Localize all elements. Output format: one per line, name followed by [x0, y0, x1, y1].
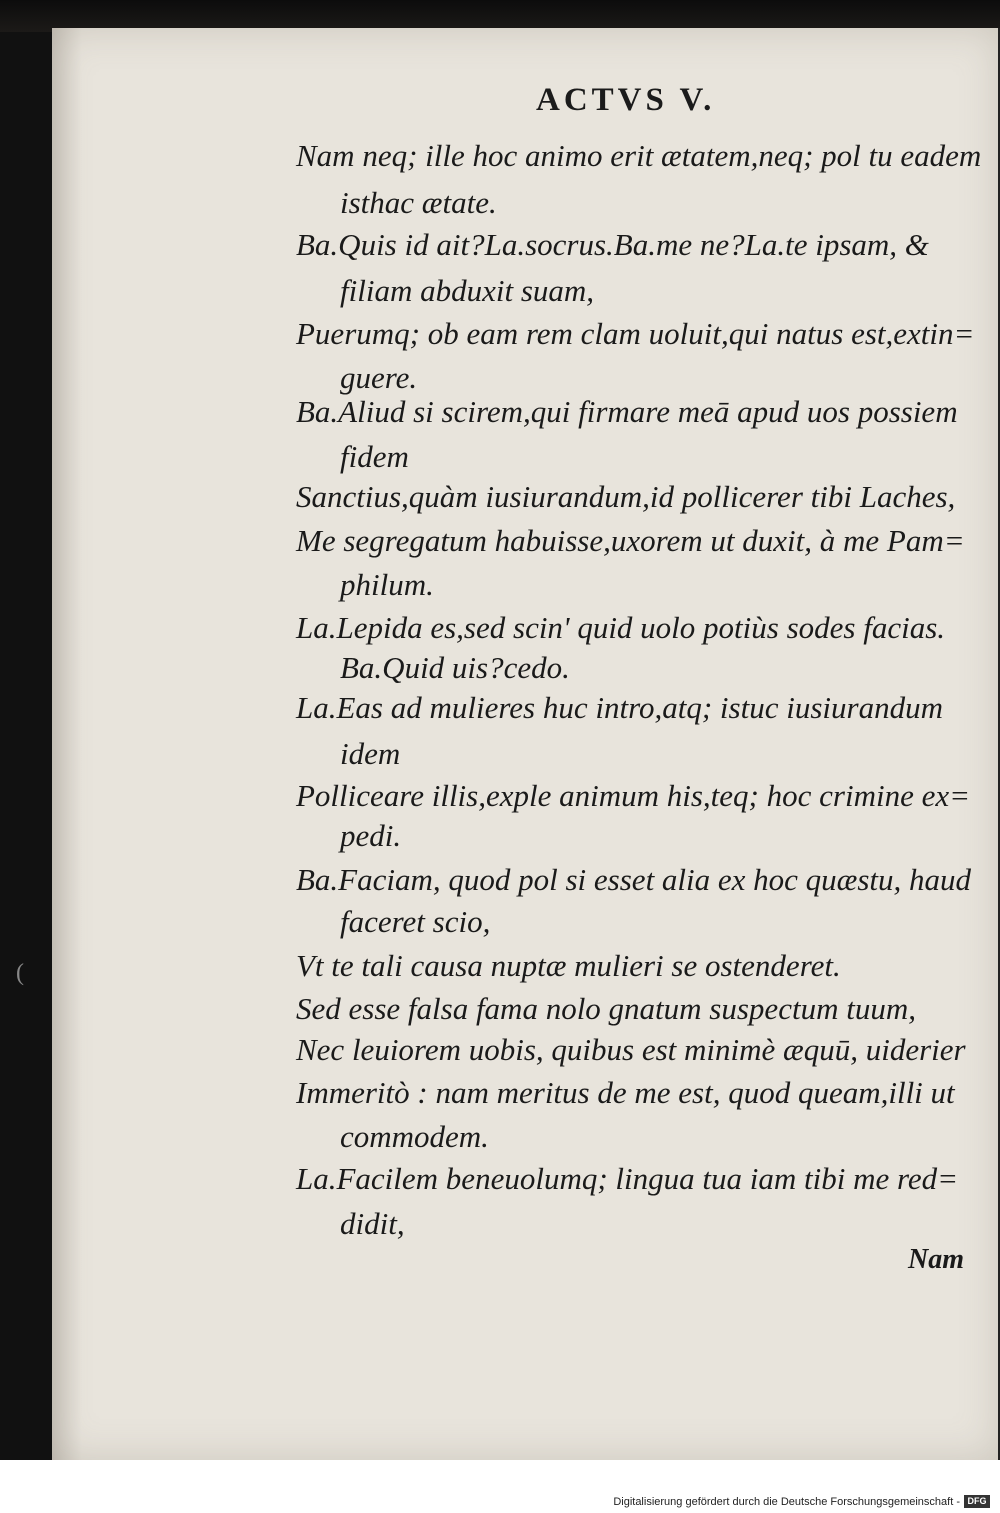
text-line: Ba.Aliud si scirem,qui firmare meā apud uos possiem — [296, 394, 958, 429]
text-line: Nec leuiorem uobis, quibus est minimè æquū, uiderier — [296, 1032, 966, 1067]
text-line: didit, — [340, 1206, 405, 1241]
margin-mark: ( — [16, 960, 24, 986]
text-line: isthac ætate. — [340, 185, 497, 220]
text-line: Sanctius,quàm iusiurandum,id pollicerer tibi Laches, — [296, 479, 956, 514]
text-line: Sed esse falsa fama nolo gnatum suspectum tuum, — [296, 991, 916, 1026]
text-line: idem — [340, 736, 401, 771]
text-line: Ba.Faciam, quod pol si esset alia ex hoc quæstu, haud — [296, 862, 972, 897]
text-line: filiam abduxit suam, — [340, 273, 595, 308]
catchword: Nam — [908, 1244, 964, 1275]
text-line: La.Eas ad mulieres huc intro,atq; istuc iusiurandum — [296, 690, 943, 725]
text-line: Nam neq; ille hoc animo erit ætatem,neq; pol tu eadem — [296, 138, 982, 173]
text-line: fidem — [340, 439, 409, 474]
text-line: La.Lepida es,sed scin' quid uolo potiùs sodes facias. — [296, 610, 946, 645]
text-line: Ba.Quid uis?cedo. — [340, 650, 570, 685]
text-line: Vt te tali causa nuptæ mulieri se ostenderet. — [296, 948, 841, 983]
text-line: pedi. — [340, 818, 402, 853]
text-line: commodem. — [340, 1119, 489, 1154]
text-line: philum. — [340, 567, 434, 602]
dfg-logo-icon: DFG — [964, 1495, 990, 1508]
text-line: Puerumq; ob eam rem clam uoluit,qui natus est,extin= — [296, 316, 975, 351]
text-line: Polliceare illis,exple animum his,teq; hoc crimine ex= — [296, 778, 971, 813]
running-header: ACTVS V. — [536, 82, 716, 118]
text-line: Ba.Quis id ait?La.socrus.Ba.me ne?La.te ipsam, & — [296, 227, 929, 262]
text-line: Immeritò : nam meritus de me est, quod queam,illi ut — [296, 1075, 955, 1110]
text-line: faceret scio, — [340, 904, 491, 939]
funding-notice: Digitalisierung gefördert durch die Deutsche Forschungsgemeinschaft - — [613, 1496, 960, 1508]
text-line: guere. — [340, 360, 418, 395]
text-line: La.Facilem beneuolumq; lingua tua iam tibi me red= — [296, 1161, 959, 1196]
text-line: Me segregatum habuisse,uxorem ut duxit, à me Pam= — [296, 523, 965, 558]
